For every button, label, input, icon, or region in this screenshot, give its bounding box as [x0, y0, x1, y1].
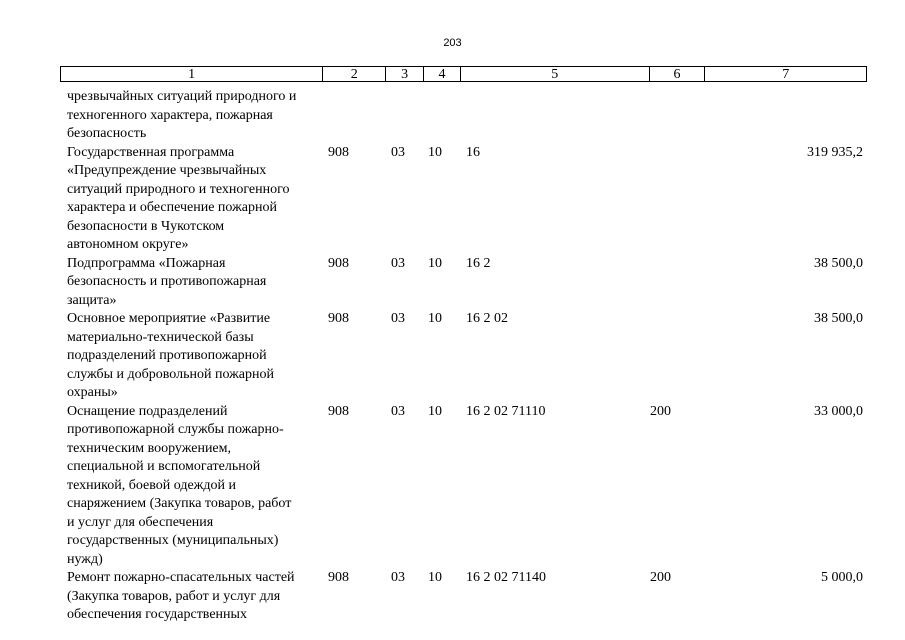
row-pr: 10: [428, 311, 442, 326]
table-row: [60, 144, 867, 255]
header-col-3: 3: [386, 67, 424, 81]
row-ved: 908: [328, 311, 349, 326]
row-sum: 5 000,0: [821, 570, 863, 585]
row-pr: 10: [428, 255, 442, 271]
table-header: [60, 66, 867, 82]
row-csr: 16 2 02: [466, 311, 508, 326]
row-ved: 908: [328, 255, 349, 271]
table-row: [60, 255, 867, 311]
row-vr: 200: [650, 570, 671, 585]
table-row: [60, 403, 867, 570]
table-row: [60, 310, 867, 403]
row-sum: 33 000,0: [814, 403, 863, 419]
table-row: [60, 569, 867, 625]
row-pr: 10: [428, 570, 442, 585]
row-sum: 38 500,0: [814, 311, 863, 326]
row-sum: [706, 88, 867, 144]
header-col-1: 1: [61, 67, 323, 81]
row-ved: 908: [328, 144, 349, 160]
row-pr: 10: [428, 403, 442, 419]
row-vr: [650, 144, 706, 255]
header-col-2: 2: [323, 67, 386, 81]
row-vr: [650, 310, 706, 403]
row-ved: 908: [328, 570, 349, 585]
header-col-7: 7: [782, 67, 790, 82]
header-col-5: 5: [461, 67, 650, 81]
page-number: 203: [443, 37, 462, 49]
row-vr: 200: [650, 403, 671, 419]
row-csr: 16 2: [466, 255, 491, 271]
table-row: [60, 88, 867, 144]
row-rz: 03: [391, 403, 405, 419]
row-sum: 38 500,0: [814, 255, 863, 271]
row-name: чрезвычайных ситуаций природного и техногенного характера, пожарная безопасность: [67, 89, 297, 141]
row-csr: 16 2 02 71110: [466, 403, 546, 419]
row-rz: [386, 88, 424, 144]
row-rz: 03: [391, 144, 405, 160]
header-col-4: 4: [424, 67, 461, 81]
row-name: Государственная программа «Предупреждение чрезвычайных ситуаций природного и техногенного характера и обеспечение пожарной безопасности в Чукотском автономном округе»: [67, 144, 290, 252]
row-name: Подпрограмма «Пожарная безопасность и противопожарная защита»: [67, 255, 267, 308]
header-col-6: 6: [650, 67, 706, 81]
row-name: Ремонт пожарно-спасательных частей (Закупка товаров, работ и услуг для обеспечения государственных: [67, 570, 295, 622]
row-vr: [650, 88, 706, 144]
row-rz: 03: [391, 570, 405, 585]
row-pr: 10: [428, 144, 442, 160]
row-vr: [650, 255, 706, 311]
row-rz: 03: [391, 311, 405, 326]
table-body: [60, 88, 867, 625]
row-csr: [461, 88, 650, 144]
row-ved: [323, 88, 386, 144]
row-csr: 16: [466, 144, 480, 160]
row-pr: [424, 88, 461, 144]
row-ved: 908: [328, 403, 349, 419]
row-name: Основное мероприятие «Развитие материально-технической базы подразделений противопожарной службы и добровольной пожарной охраны»: [67, 311, 274, 400]
row-sum: 319 935,2: [807, 144, 863, 160]
row-name: Оснащение подразделений противопожарной службы пожарно- техническим вооружением, специальной и вспомогательной техникой, боевой одеждой и снаряжением (Закупка товаров, работ и услуг для обеспечения государственных (муниципальных) нужд): [67, 403, 292, 567]
row-csr: 16 2 02 71140: [466, 570, 546, 585]
row-rz: 03: [391, 255, 405, 271]
